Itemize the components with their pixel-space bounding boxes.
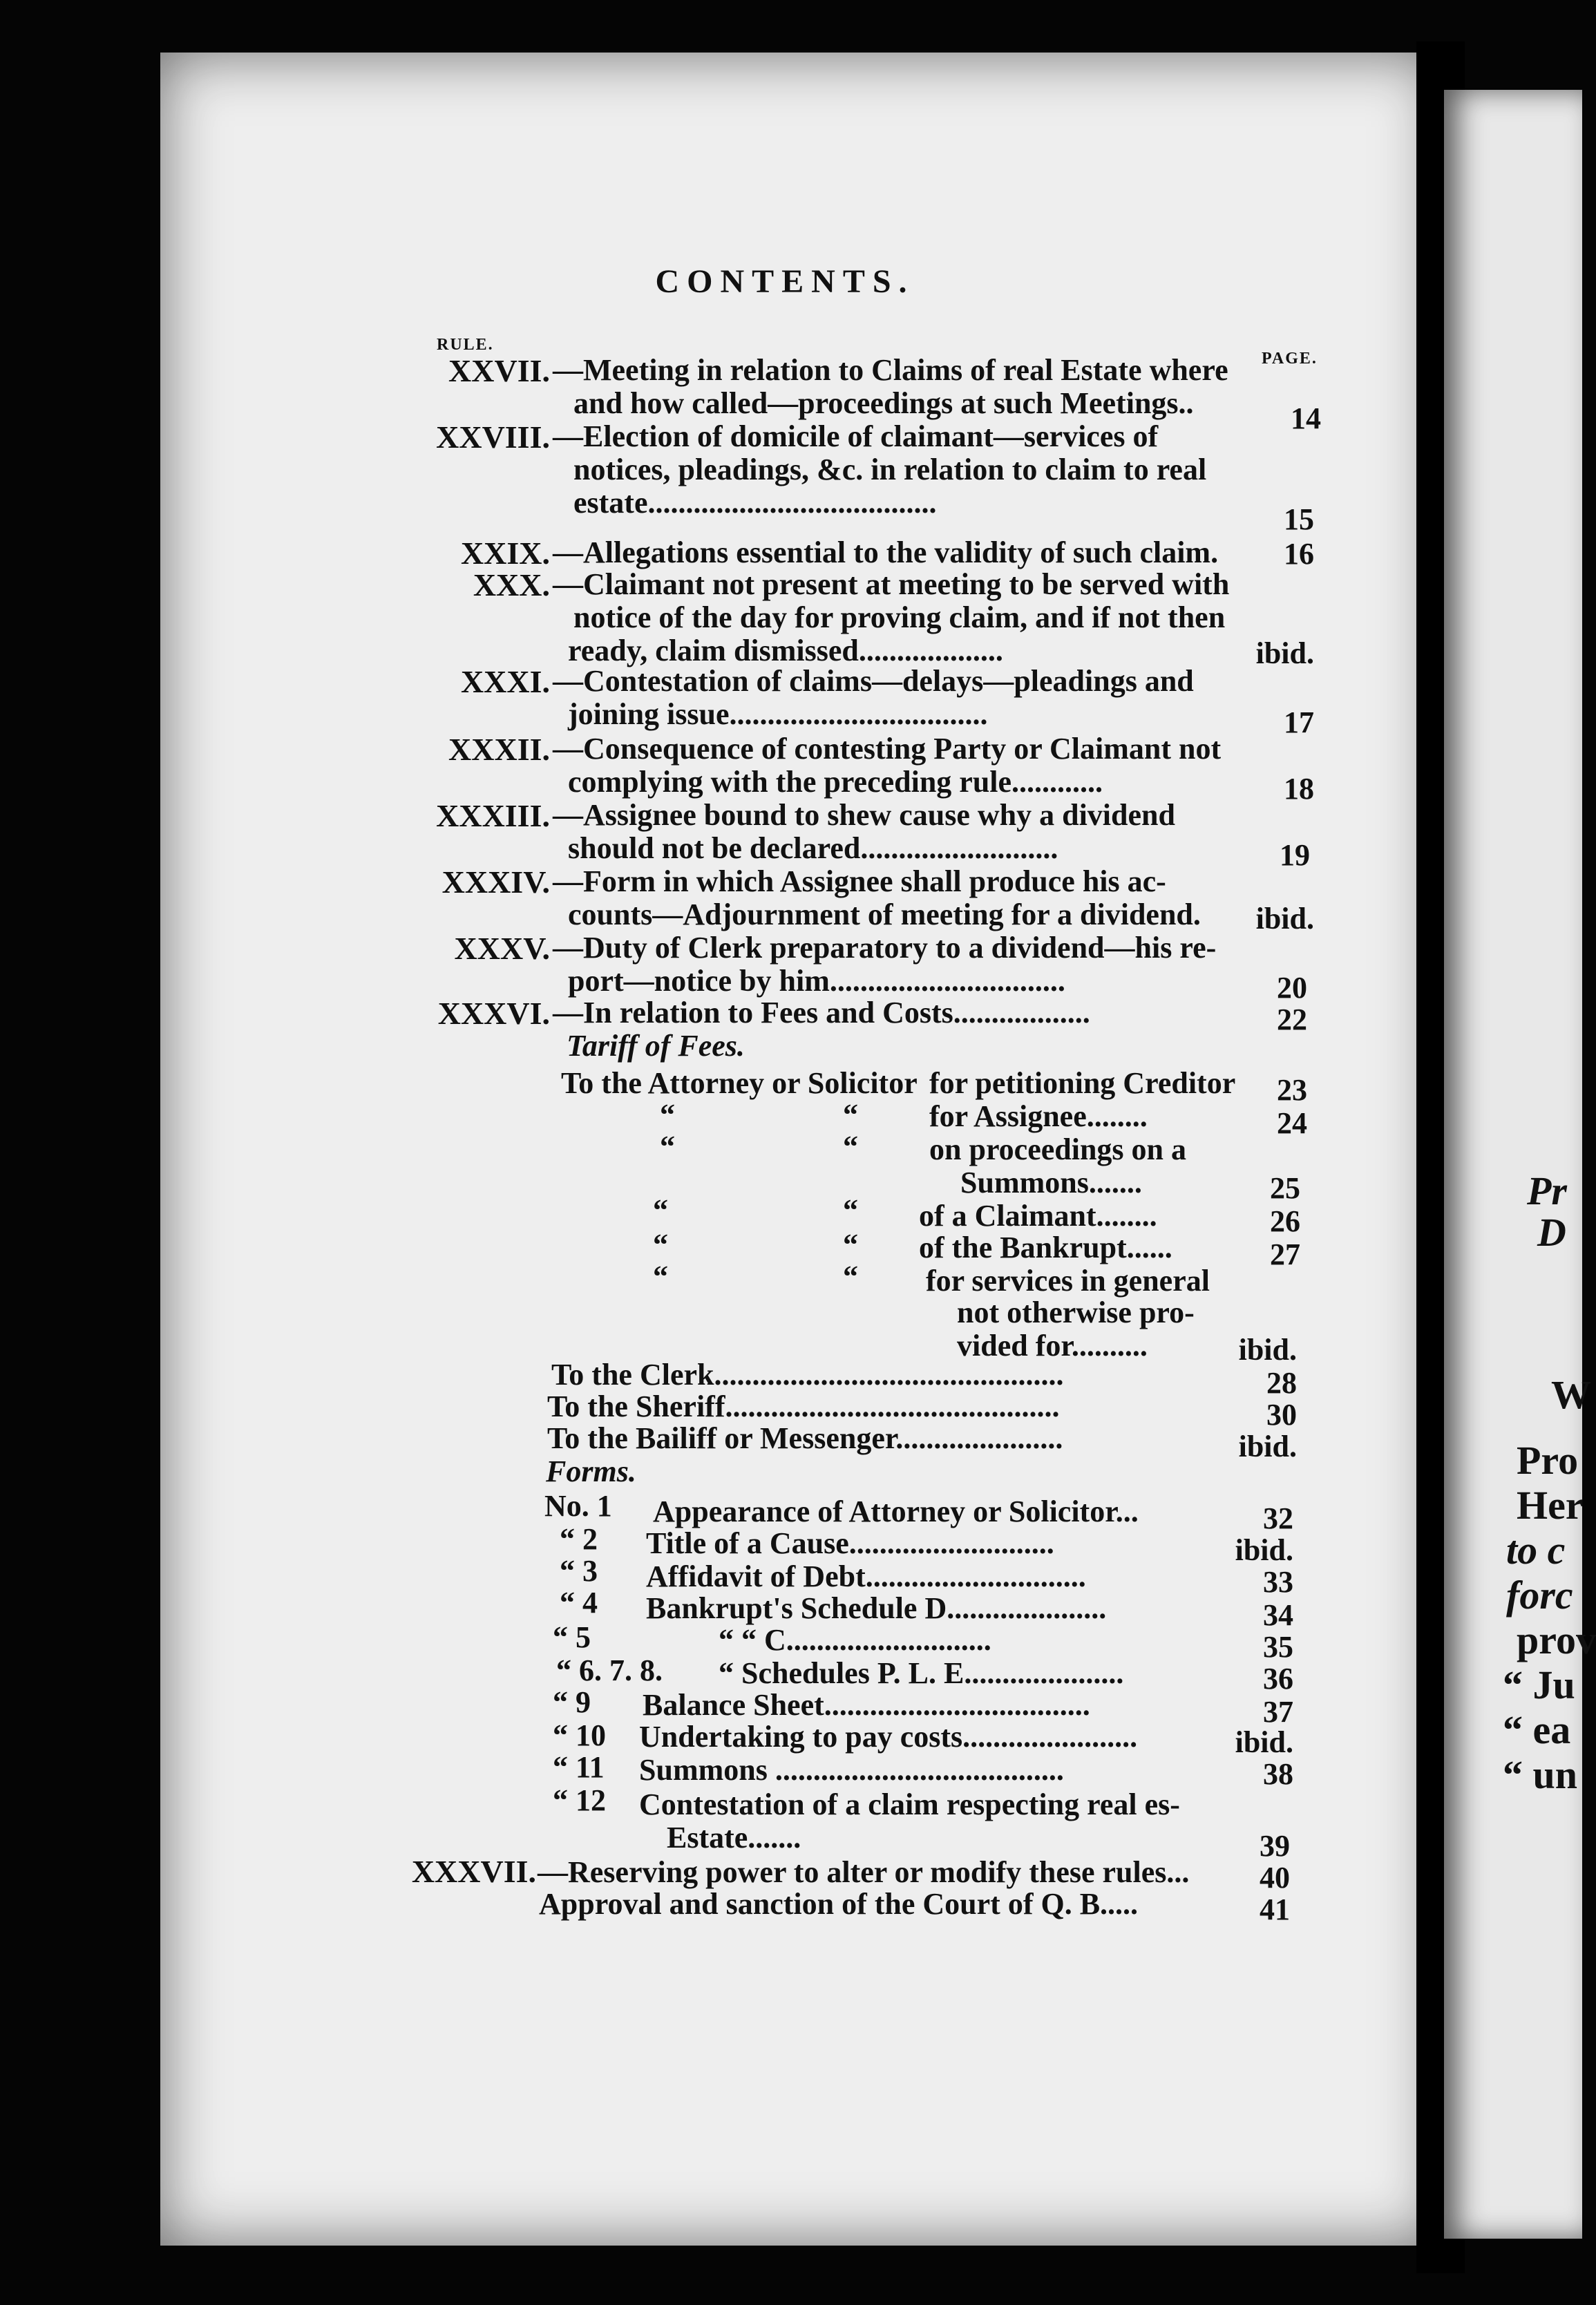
form-number: “ 2 xyxy=(560,1522,598,1556)
rule-number: XXXIII. xyxy=(436,798,550,833)
facing-line: Pro xyxy=(1517,1438,1579,1483)
tariff-item: of a Claimant........ xyxy=(919,1199,1157,1233)
tariff-item: vided for.......... xyxy=(957,1329,1148,1363)
rule-number: XXIX. xyxy=(460,535,550,571)
page-number: ibid. xyxy=(1255,902,1314,936)
tariff-item: on proceedings on a xyxy=(929,1132,1187,1166)
tariff-item: not otherwise pro- xyxy=(957,1296,1195,1329)
page-number: 35 xyxy=(1263,1630,1293,1664)
form-number: “ 12 xyxy=(553,1783,606,1817)
ditto-mark: “ xyxy=(653,1260,668,1293)
rule-text: port—notice by him............................... xyxy=(568,964,1065,998)
rule-number: XXXVII. xyxy=(411,1854,536,1889)
page-number: 33 xyxy=(1263,1565,1293,1599)
rule-text: —Assignee bound to shew cause why a dividend xyxy=(553,798,1175,832)
rule-text: notices, pleadings, &c. in relation to claim to real xyxy=(573,453,1207,486)
rule-number: XXVIII. xyxy=(436,419,550,455)
form-number: “ 10 xyxy=(553,1718,606,1752)
rule-text: should not be declared.......................... xyxy=(568,831,1058,865)
page-number: ibid. xyxy=(1235,1533,1293,1567)
tariff-other: To the Sheriff............................................ xyxy=(547,1389,1060,1423)
rule-number: XXXII. xyxy=(448,732,550,767)
page-number: 37 xyxy=(1263,1695,1293,1729)
form-label: Summons ...................................... xyxy=(639,1753,1064,1787)
rule-number: XXXI. xyxy=(460,664,550,699)
page-number: 20 xyxy=(1277,971,1307,1005)
facing-line: forc xyxy=(1506,1573,1573,1618)
facing-line: Pr xyxy=(1527,1168,1567,1213)
page-number: 22 xyxy=(1277,1003,1307,1036)
rule-text: —Consequence of contesting Party or Claimant not xyxy=(553,732,1222,766)
form-number: “ 4 xyxy=(560,1586,598,1620)
facing-line: “ ea xyxy=(1503,1707,1571,1752)
rule-text: counts—Adjournment of meeting for a dividend. xyxy=(568,898,1201,931)
rule-text: estate...................................... xyxy=(573,486,937,520)
rule-column-header: RULE. xyxy=(437,336,494,354)
ditto-mark: “ xyxy=(653,1228,668,1262)
page-number: 30 xyxy=(1266,1398,1297,1432)
form-number: “ 9 xyxy=(553,1685,591,1719)
rule-text: ready, claim dismissed................... xyxy=(568,634,1003,667)
form-label: “ Schedules P. L. E..................... xyxy=(719,1656,1124,1690)
rule-number: XXXVI. xyxy=(437,996,550,1031)
tariff-other: To the Bailiff or Messenger...................... xyxy=(547,1421,1063,1455)
tariff-item: for services in general xyxy=(926,1264,1210,1298)
page-number: 16 xyxy=(1284,537,1314,571)
rule-text: —Claimant not present at meeting to be served with xyxy=(553,567,1230,601)
form-number: “ 11 xyxy=(553,1750,605,1784)
page-number: 26 xyxy=(1270,1204,1300,1238)
page-number: 25 xyxy=(1270,1171,1300,1205)
form-number: “ 6. 7. 8. xyxy=(556,1653,663,1687)
tariff-other: To the Clerk.............................................. xyxy=(551,1358,1064,1392)
tariff-item: Summons....... xyxy=(960,1166,1142,1199)
page-number: 27 xyxy=(1270,1237,1300,1271)
page-number: 39 xyxy=(1260,1829,1290,1863)
page-number: 14 xyxy=(1291,401,1321,435)
tariff-item: of the Bankrupt...... xyxy=(919,1231,1172,1264)
rule-number: XXXIV. xyxy=(441,864,550,900)
rule-number: XXXV. xyxy=(454,931,550,966)
ditto-mark: “ xyxy=(660,1098,675,1132)
ditto-mark: “ xyxy=(843,1228,858,1262)
page-number: 41 xyxy=(1260,1893,1290,1926)
rule-text: —Meeting in relation to Claims of real Estate where xyxy=(553,353,1228,387)
closing-text: Approval and sanction of the Court of Q. B..... xyxy=(539,1887,1139,1921)
rule-text: notice of the day for proving claim, and if not then xyxy=(573,600,1226,634)
form-label: Contestation of a claim respecting real es- xyxy=(639,1787,1180,1821)
facing-line: “ Ju xyxy=(1503,1662,1575,1707)
facing-line: D xyxy=(1537,1210,1566,1255)
rule-text: —In relation to Fees and Costs.................. xyxy=(553,996,1090,1030)
page-number: 32 xyxy=(1263,1501,1293,1535)
contents-title: CONTENTS. xyxy=(655,263,915,300)
page-number: 40 xyxy=(1260,1861,1290,1895)
page-number: 18 xyxy=(1284,772,1314,806)
page-number: 36 xyxy=(1263,1662,1293,1696)
page-number: 17 xyxy=(1284,705,1314,739)
facing-page xyxy=(1444,90,1582,2239)
rule-text: —Reserving power to alter or modify these rules... xyxy=(538,1855,1190,1889)
page-number: ibid. xyxy=(1235,1725,1293,1759)
form-label: Balance Sheet................................... xyxy=(643,1688,1090,1722)
page-column-header: PAGE. xyxy=(1262,350,1318,368)
page-number: 23 xyxy=(1277,1073,1307,1107)
page-number: 24 xyxy=(1277,1106,1307,1140)
page-number: 34 xyxy=(1263,1598,1293,1632)
page-number: 15 xyxy=(1284,502,1314,536)
rule-text: —Contestation of claims—delays—pleadings and xyxy=(553,664,1194,698)
ditto-mark: “ xyxy=(660,1130,675,1164)
form-label: Affidavit of Debt............................. xyxy=(646,1559,1086,1593)
ditto-mark: “ xyxy=(843,1130,858,1164)
ditto-mark: “ xyxy=(843,1098,858,1132)
rule-text: —Allegations essential to the validity of such claim. xyxy=(553,535,1219,569)
facing-line: prov xyxy=(1517,1618,1596,1662)
tariff-item: for petitioning Creditor xyxy=(929,1066,1236,1100)
form-label: Appearance of Attorney or Solicitor... xyxy=(653,1495,1139,1528)
forms-heading: Forms. xyxy=(546,1454,636,1488)
page-number: 28 xyxy=(1266,1366,1297,1400)
rule-text: —Duty of Clerk preparatory to a dividend—his re- xyxy=(553,931,1217,965)
rule-number: XXVII. xyxy=(448,353,550,388)
rule-text: joining issue.................................. xyxy=(568,697,988,731)
page-number: 19 xyxy=(1280,838,1310,872)
page-number: 38 xyxy=(1263,1757,1293,1791)
tariff-item: for Assignee........ xyxy=(929,1099,1148,1133)
form-label: Bankrupt's Schedule D..................... xyxy=(646,1591,1107,1625)
page-number: ibid. xyxy=(1238,1333,1297,1367)
facing-line: to c xyxy=(1506,1528,1566,1573)
page-number: ibid. xyxy=(1238,1430,1297,1463)
form-label: Undertaking to pay costs....................... xyxy=(639,1720,1138,1754)
ditto-mark: “ xyxy=(843,1193,858,1227)
rule-text: —Form in which Assignee shall produce his ac- xyxy=(553,864,1166,898)
rule-text: and how called—proceedings at such Meetings.. xyxy=(573,386,1194,420)
facing-line: W xyxy=(1551,1372,1591,1417)
facing-line: “ un xyxy=(1503,1752,1578,1797)
ditto-mark: “ xyxy=(843,1260,858,1293)
form-label: Title of a Cause........................... xyxy=(646,1526,1054,1560)
page-number: ibid. xyxy=(1255,636,1314,670)
form-label: “ “ C........................... xyxy=(719,1623,991,1657)
rule-text: complying with the preceding rule............ xyxy=(568,765,1103,799)
rule-number: XXX. xyxy=(473,567,550,603)
form-number: “ 3 xyxy=(560,1554,598,1588)
form-number: “ 5 xyxy=(553,1620,591,1654)
form-number: No. 1 xyxy=(544,1489,612,1523)
ditto-mark: “ xyxy=(653,1193,668,1227)
tariff-label: To the Attorney or Solicitor xyxy=(561,1066,918,1100)
tariff-heading: Tariff of Fees. xyxy=(567,1029,745,1063)
facing-line: Her xyxy=(1517,1483,1584,1528)
form-label-continued: Estate....... xyxy=(667,1821,801,1855)
rule-text: —Election of domicile of claimant—services of xyxy=(553,419,1159,453)
